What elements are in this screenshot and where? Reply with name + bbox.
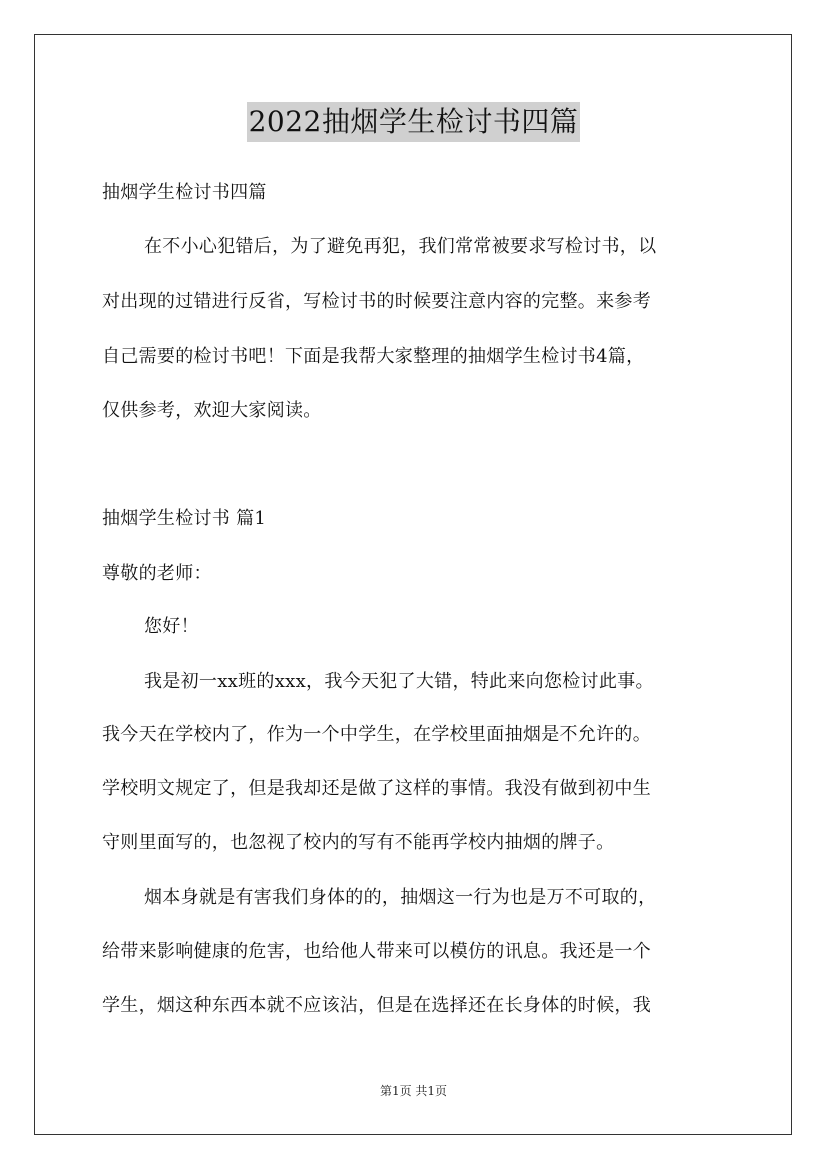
page-footer: 第1页 共1页 — [379, 1084, 448, 1098]
body-line: 我是初一xx班的xxx，我今天犯了大错，特此来向您检讨此事。 — [144, 671, 654, 692]
body-line: 学生，烟这种东西本就不应该沾，但是在选择还在长身体的时候，我 — [102, 995, 651, 1016]
document-title: 2022抽烟学生检讨书四篇 — [247, 102, 581, 142]
intro-line: 对出现的过错进行反省，写检讨书的时候要注意内容的完整。来参考 — [102, 291, 651, 312]
body-line: 我今天在学校内了，作为一个中学生，在学校里面抽烟是不允许的。 — [102, 724, 651, 745]
body-line: 烟本身就是有害我们身体的的，抽烟这一行为也是万不可取的， — [144, 887, 657, 908]
intro-line: 在不小心犯错后，为了避免再犯，我们常常被要求写检讨书，以 — [144, 236, 657, 257]
body-line: 守则里面写的，也忽视了校内的写有不能再学校内抽烟的牌子。 — [102, 832, 615, 853]
body-line: 学校明文规定了，但是我却还是做了这样的事情。我没有做到初中生 — [102, 778, 651, 799]
greeting: 您好！ — [144, 616, 199, 637]
intro-line: 自己需要的检讨书吧！下面是我帮大家整理的抽烟学生检讨书4篇， — [102, 346, 645, 367]
intro-line: 仅供参考，欢迎大家阅读。 — [102, 400, 322, 421]
body-line: 给带来影响健康的危害，也给他人带来可以模仿的讯息。我还是一个 — [102, 941, 651, 962]
salutation: 尊敬的老师： — [102, 563, 212, 584]
title-container — [0, 102, 827, 142]
section-heading: 抽烟学生检讨书 篇1 — [102, 508, 267, 529]
document-subtitle: 抽烟学生检讨书四篇 — [102, 182, 267, 203]
